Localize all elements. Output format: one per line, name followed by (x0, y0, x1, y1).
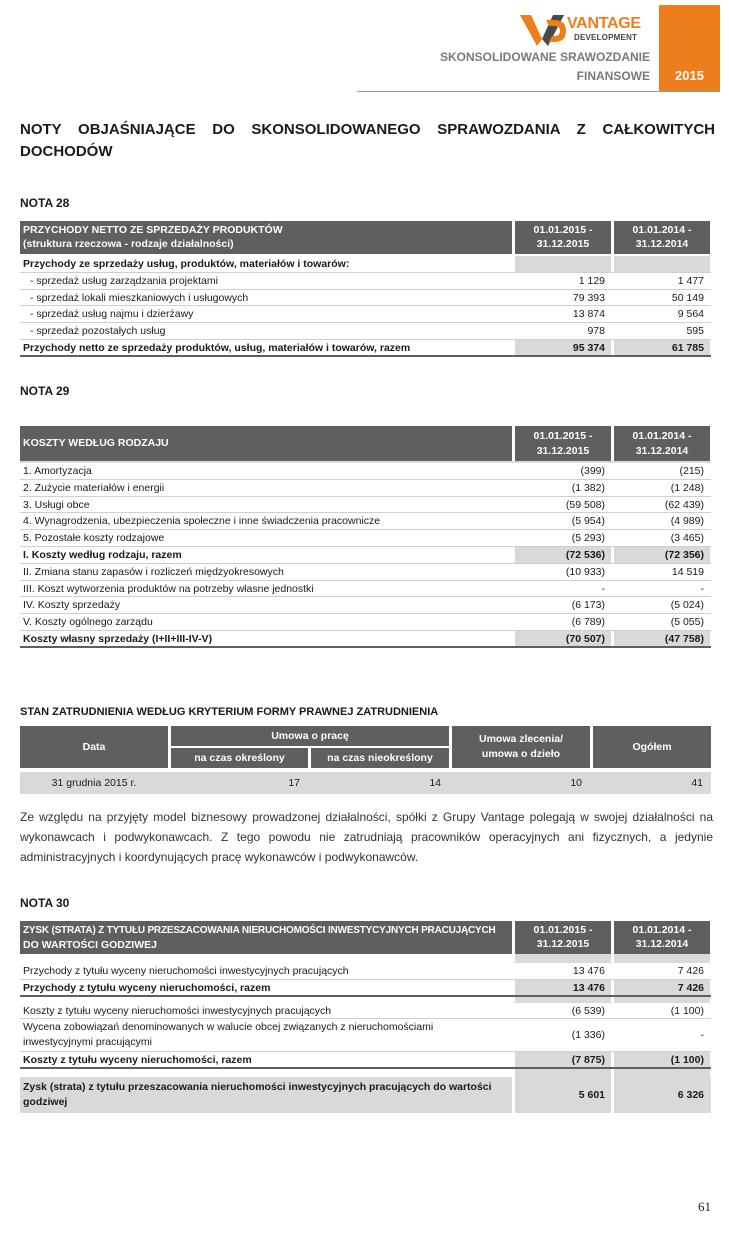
row-value-2015: - (601, 582, 605, 595)
table-row (20, 513, 711, 530)
row-value-2014: 6 326 (677, 1089, 704, 1102)
nota28-col1-header (515, 221, 611, 254)
nota29-label: NOTA 29 (20, 384, 70, 398)
emp-date: 31 grudnia 2015 r. (51, 777, 137, 789)
emp-header-data: Data (20, 726, 168, 768)
logo-wordmark: VANTAGE (567, 15, 641, 32)
nota30-col1-line2: 31.12.2015 (536, 938, 590, 950)
row-value-2014: 61 785 (614, 340, 710, 355)
table-row (20, 963, 711, 980)
row-value-2014: (1 248) (670, 481, 704, 494)
row-value-2015: (6 789) (571, 616, 605, 629)
table-row-subtotal (20, 1052, 711, 1069)
row-value-2014: (4 989) (670, 515, 704, 528)
row-value-2014: 7 426 (677, 965, 704, 977)
table-row (20, 581, 711, 598)
nota30-head-line2: DO WARTOŚCI GODZIWEJ (23, 939, 157, 951)
table-row-total (20, 631, 711, 648)
row-value-2014: 595 (686, 325, 704, 338)
table-row (20, 530, 711, 547)
employment-title: STAN ZATRUDNIENIA WEDŁUG KRYTERIUM FORMY PRAWNEJ ZATRUDNIENIA (20, 706, 439, 718)
page-title: NOTY OBJAŚNIAJĄCE DO SKONSOLIDOWANEGO SPRAWOZDANIA Z CAŁKOWITYCH DOCHODÓW (20, 121, 715, 160)
row-value-2014: (47 758) (614, 631, 710, 646)
table-row (20, 306, 711, 323)
nota29-col2-line2: 31.12.2014 (635, 445, 689, 457)
row-value-2015: (7 875) (515, 1052, 611, 1067)
row-value-2015: 79 393 (572, 291, 605, 304)
row-label: I. Koszty według rodzaju, razem (23, 548, 182, 561)
table-row (20, 497, 711, 514)
nota30-col2-line1: 01.01.2014 - (632, 924, 692, 936)
row-value-2014: (1 100) (670, 1004, 704, 1017)
nota28-col1-line2: 31.12.2015 (536, 238, 590, 250)
nota28-head-line1: PRZYCHODY NETTO ZE SPRZEDAŻY PRODUKTÓW (23, 224, 283, 236)
nota30-header-label (20, 921, 512, 954)
row-label (20, 1077, 512, 1113)
row-label: 2. Zużycie materiałów i energii (23, 481, 165, 494)
row-value-2015: (72 536) (515, 547, 611, 563)
row-value-2015 (515, 256, 611, 272)
row-label: Przychody z tytułu wyceny nieruchomości, razem (23, 981, 271, 994)
row-label: - sprzedaż usług najmu i dzierżawy (30, 308, 194, 321)
nota30-col1-line1: 01.01.2015 - (533, 924, 593, 936)
row-value-2015: (70 507) (515, 631, 611, 646)
emp-header-zlecenie-line1: Umowa zlecenia/ (478, 733, 564, 745)
logo-mark-icon (520, 13, 570, 47)
row-label: 1. Amortyzacja (23, 465, 92, 477)
nota28-head-line2: (struktura rzeczowa - rodzaje działalności) (23, 238, 234, 250)
emp-data-row (20, 772, 711, 794)
row-value-2015: 5 601 (578, 1089, 605, 1102)
row-label: III. Koszt wytworzenia produktów na potrzeby własne jednostki (23, 582, 314, 595)
row-value-2015: (1 382) (571, 481, 605, 494)
nota29-col2-line1: 01.01.2014 - (632, 430, 692, 442)
emp-okreslony: 17 (288, 777, 300, 789)
row-value-2015: (1 336) (571, 1029, 605, 1042)
nota30-spacer (20, 954, 711, 963)
row-value-2014: 50 149 (671, 291, 704, 304)
header-subtitle-line1: SKONSOLIDOWANE SRAWOZDANIE (439, 50, 650, 64)
nota30-spacer (20, 1069, 711, 1077)
row-value-2014: - (700, 1029, 704, 1042)
row-label: - sprzedaż lokali mieszkaniowych i usługowych (30, 291, 249, 304)
header-rule (357, 91, 720, 92)
table-row-subtotal (20, 547, 711, 564)
row-value-2014: (5 024) (670, 599, 704, 612)
row-label: II. Zmiana stanu zapasów i rozliczeń międzyokresowych (23, 565, 284, 578)
row-label-line1: Zysk (strata) z tytułu przeszacowania nieruchomości inwestycyjnych pracujących do wartości (23, 1081, 492, 1094)
row-label: Przychody ze sprzedaży usług, produktów, materiałów i towarów: (23, 258, 350, 270)
emp-ogolem: 41 (691, 777, 703, 789)
row-value-2014 (614, 256, 710, 272)
table-row (20, 614, 711, 631)
emp-header-okreslony: na czas określony (171, 748, 308, 768)
nota28-col2-line1: 01.01.2014 - (632, 224, 692, 236)
page-header (0, 0, 729, 92)
row-value-2015: 95 374 (515, 340, 611, 355)
nota28-table (20, 221, 711, 357)
table-row (20, 1003, 711, 1020)
row-value-2015: 13 476 (572, 965, 605, 977)
row-label: 4. Wynagrodzenia, ubezpieczenia społeczne i inne świadczenia pracownicze (23, 515, 381, 528)
table-row (20, 323, 711, 340)
row-label: Koszty własny sprzedaży (I+II+III-IV-V) (23, 632, 213, 645)
nota30-table (20, 921, 711, 1113)
nota29-col1-line1: 01.01.2015 - (533, 430, 593, 442)
employment-paragraph: Ze względu na przyjęty model biznesowy prowadzonej działalności, spółki z Grupy Vantage polegają w swojej działalności na wykonawcach i podwykonawcach. Z tego powodu nie zatrudniają pracowników operacyjnych ani fizycznych, a jedynie administracyjnych i koordynujących pracę wykonawców i podwykonawców. (20, 810, 713, 864)
nota28-header-row (20, 221, 711, 254)
row-value-2015: 978 (587, 325, 605, 338)
row-value-2014: (62 439) (664, 498, 704, 511)
row-label: IV. Koszty sprzedaży (23, 599, 121, 612)
table-row (20, 290, 711, 307)
nota29-col1-line2: 31.12.2015 (536, 445, 590, 457)
row-value-2014: (5 055) (670, 616, 704, 629)
nota28-header-label (20, 221, 512, 254)
nota29-col2-header (614, 426, 710, 461)
row-label: V. Koszty ogólnego zarządu (23, 616, 153, 629)
page-number: 61 (698, 1199, 711, 1214)
table-row (20, 564, 711, 581)
table-row (20, 256, 711, 273)
nota29-col1-header (515, 426, 611, 461)
table-row-total (20, 1077, 711, 1113)
nota29-table (20, 426, 711, 648)
emp-header-zlecenie-line2: umowa o dzieło (481, 748, 561, 760)
row-label: - sprzedaż pozostałych usług (30, 325, 166, 338)
row-value-2014: 9 564 (677, 308, 704, 321)
row-value-2015: (6 173) (571, 599, 605, 612)
row-value-2015: (10 933) (565, 565, 605, 578)
emp-header-ogolem: Ogółem (593, 726, 711, 768)
row-value-2014: (1 100) (614, 1052, 710, 1067)
row-value-2014: 14 519 (671, 565, 704, 578)
row-label: 3. Usługi obce (23, 498, 90, 511)
nota30-col1-header (515, 921, 611, 954)
row-label: 5. Pozostałe koszty rodzajowe (23, 532, 165, 545)
row-value-2015: 13 476 (515, 980, 611, 995)
logo-subtext: DEVELOPMENT (574, 33, 638, 42)
row-value-2014: 1 477 (677, 274, 704, 287)
row-value-2015: (6 539) (571, 1004, 605, 1017)
table-row-subtotal (20, 980, 711, 997)
header-subtitle-line2: FINANSOWE (576, 69, 650, 83)
nota30-head-line1: ZYSK (STRATA) Z TYTUŁU PRZESZACOWANIA NIERUCHOMOŚCI INWESTYCYJNYCH PRACUJĄCYCH (23, 925, 496, 936)
row-label: Koszty z tytułu wyceny nieruchomości, razem (23, 1054, 252, 1067)
emp-nieokreslony: 14 (429, 777, 441, 789)
row-value-2014: (3 465) (670, 532, 704, 545)
row-value-2015: (5 293) (571, 532, 605, 545)
row-label: - sprzedaż usług zarządzania projektami (30, 274, 218, 287)
row-value-2014: (215) (679, 465, 704, 477)
row-value-2014: 7 426 (614, 980, 710, 995)
nota29-header-row (20, 426, 711, 461)
nota28-col2-line2: 31.12.2014 (635, 238, 689, 250)
vantage-logo (520, 13, 650, 47)
table-row (20, 597, 711, 614)
table-row-total (20, 340, 711, 357)
row-label: Koszty z tytułu wyceny nieruchomości inwestycyjnych pracujących (23, 1004, 332, 1017)
row-value-2014: (72 356) (614, 547, 710, 563)
table-row (20, 1019, 711, 1052)
row-label-line1: Wycena zobowiązań denominowanych w walucie obcej związanych z nieruchomościami (23, 1021, 434, 1034)
emp-zlecenie: 10 (570, 777, 582, 789)
row-value-2015: (5 954) (571, 515, 605, 528)
nota28-col2-header (614, 221, 710, 254)
row-label-line2: godziwej (23, 1096, 68, 1109)
row-label: Przychody z tytułu wyceny nieruchomości inwestycyjnych pracujących (23, 965, 349, 977)
table-row (20, 463, 711, 480)
nota30-label: NOTA 30 (20, 896, 70, 910)
row-label-line2: inwestycyjnymi pracującymi (23, 1036, 152, 1049)
nota30-col2-line2: 31.12.2014 (635, 938, 689, 950)
emp-header-nieokreslony: na czas nieokreślony (311, 748, 449, 768)
header-year: 2015 (675, 68, 704, 83)
nota28-label: NOTA 28 (20, 196, 70, 210)
row-label (20, 1019, 512, 1051)
nota30-header-row (20, 921, 711, 954)
table-row (20, 480, 711, 497)
row-value-2015: (59 508) (565, 498, 605, 511)
row-value-2015: 13 874 (572, 308, 605, 321)
row-value-2015: 1 129 (578, 274, 605, 287)
nota28-col1-line1: 01.01.2015 - (533, 224, 593, 236)
row-value-2014: - (700, 582, 704, 595)
emp-header-zlecenie (452, 726, 590, 768)
row-label: Przychody netto ze sprzedaży produktów, usług, materiałów i towarów, razem (23, 341, 411, 354)
emp-header-umowa: Umowa o pracę (171, 726, 449, 746)
nota30-col2-header (614, 921, 710, 954)
nota29-header-label: KOSZTY WEDŁUG RODZAJU (20, 426, 512, 461)
table-row (20, 273, 711, 290)
row-value-2015: (399) (580, 465, 605, 477)
